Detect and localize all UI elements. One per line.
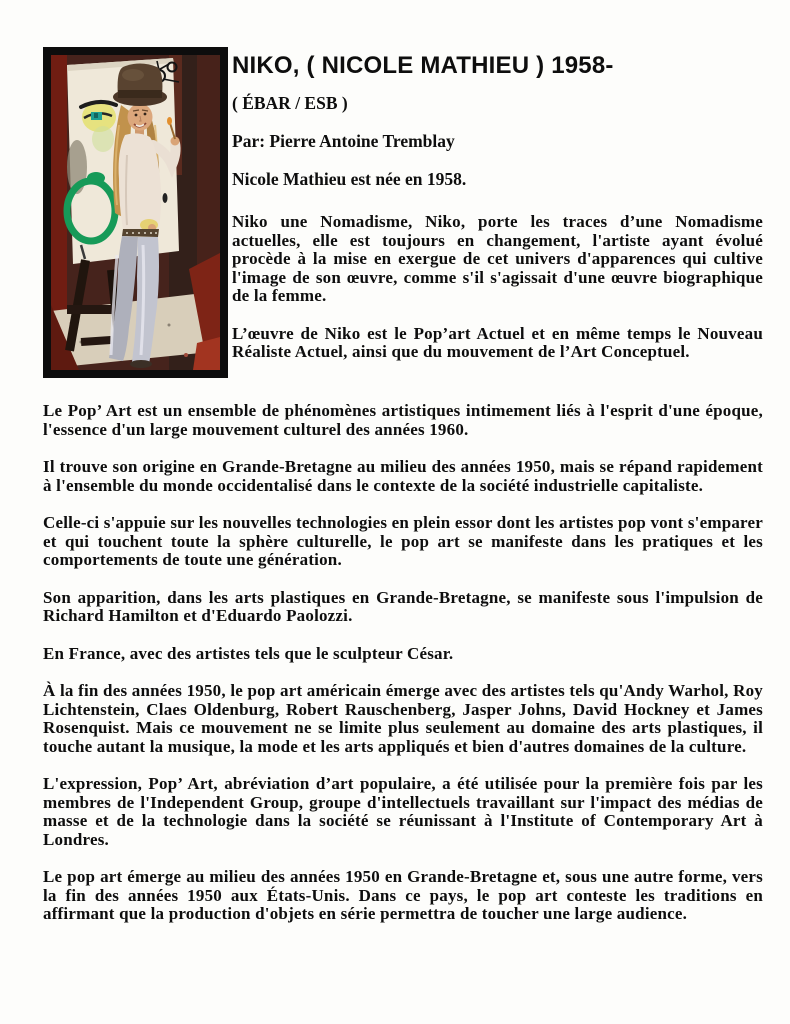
body-paragraph-10: Le pop art émerge au milieu des années 1950 en Grande-Bretagne et, sous une autre forme, vers la fin des années 1950 aux États-Unis. Dans ce pays, le pop art conteste les traditions en affirmant que la production d'objets en série permettra de toucher une large audience. — [43, 867, 763, 923]
top-hat-band — [118, 90, 162, 98]
header-subtitle: ( ÉBAR / ESB ) — [232, 93, 348, 113]
body-paragraph-4: Il trouve son origine en Grande-Bretagne au milieu des années 1950, mais se répand rapidement à l'ensemble du monde occidentalisé dans le contexte de la société industrielle capitaliste. — [43, 457, 763, 495]
body-paragraph-8: À la fin des années 1950, le pop art américain émerge avec des artistes tels qu'Andy Warhol, Roy Lichtenstein, Claes Oldenburg, Robert Rauschenberg, Jasper Johns, David Hockney et James Rosenquist. Mais ce mouvement ne se limite plus seulement au domaine des arts plastiques, il touche autant la musique, la mode et les arts appliqués et bien d'autres domaines de la culture. — [43, 681, 763, 756]
body-paragraph-1: Niko une Nomadisme, Niko, porte les traces d’une Nomadisme actuelles, elle est toujours en changement, l'artiste ayant évolué procède à la mise en exergue de cet univers d'apparences qui cultive l'image de son œuvre, comme s'il s'agissait d'une œuvre biographique de la femme. — [232, 212, 763, 305]
body-paragraph-9: L'expression, Pop’ Art, abréviation d’art populaire, a été utilisée pour la première fois par les membres de l'Independent Group, groupe d'intellectuels travaillant sur l'impact des médias de masse et de la technologie dans la société se réunissant à l'Institute of Contemporary Art à Londres. — [43, 774, 763, 849]
artist-photo-illustration — [51, 55, 220, 370]
body-paragraph-6: Son apparition, dans les arts plastiques en Grande-Bretagne, se manifeste sous l'impulsion de Richard Hamilton et d'Eduardo Paolozzi. — [43, 587, 763, 625]
body-paragraph-5: Celle-ci s'appuie sur les nouvelles technologies en plein essor dont les artistes pop vont s'emparer et qui touchent toute la sphère culturelle, le pop art se manifeste dans les pratiques et les comportements de toute une génération. — [43, 513, 763, 569]
header-byline: Par: Pierre Antoine Tremblay — [232, 131, 455, 151]
artist-photo — [43, 47, 228, 378]
body-paragraph-7: En France, avec des artistes tels que le sculpteur César. — [43, 643, 454, 663]
shoe — [130, 360, 152, 368]
body-paragraph-3: Le Pop’ Art est un ensemble de phénomènes artistiques intimement liés à l'esprit d'une époque, l'essence d'un large mouvement culturel des années 1960. — [43, 401, 763, 439]
page-title: NIKO, ( NICOLE MATHIEU ) 1958- — [232, 52, 614, 79]
body-paragraph-2: L’œuvre de Niko est le Pop’art Actuel et en même temps le Nouveau Réaliste Actuel, ainsi que du mouvement de l’Art Conceptuel. — [232, 323, 763, 361]
header-birth-line: Nicole Mathieu est née en 1958. — [232, 169, 467, 189]
paintbrush-tip — [167, 117, 172, 125]
